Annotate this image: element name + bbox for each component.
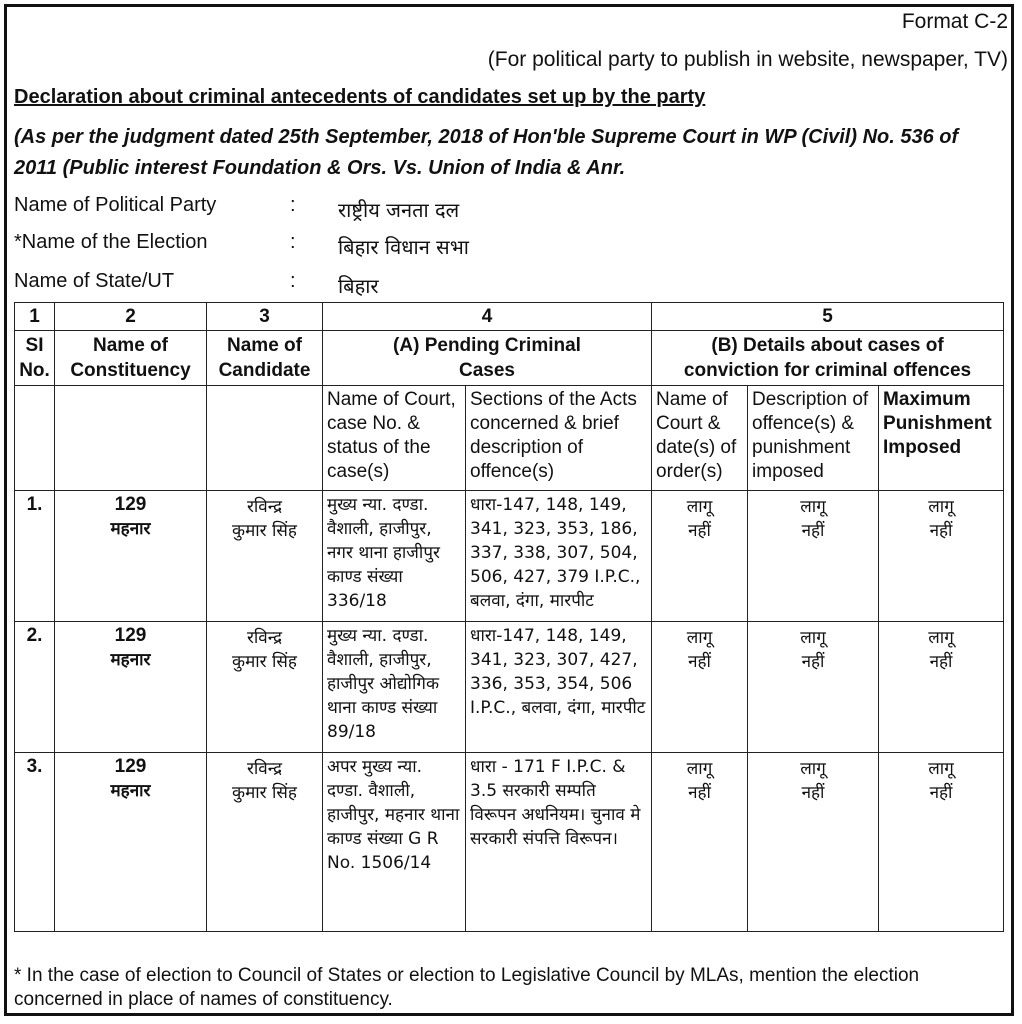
cell-court-case: मुख्य न्या. दण्डा. वैशाली, हाजीपुर, हाजीपुर ओद्योगिक थाना काण्ड संख्या 89/18 bbox=[323, 622, 466, 753]
subheader-row bbox=[15, 386, 1004, 491]
table-row bbox=[15, 753, 1004, 932]
cell-court-date: लागू नहीं bbox=[652, 491, 748, 622]
field-colon: : bbox=[290, 194, 296, 216]
declaration-title: Declaration about criminal antecedents of candidates set up by the party bbox=[14, 86, 706, 108]
judgment-line: (As per the judgment dated 25th September, 2018 of Hon'ble Supreme Court in WP (Civil) No. 536 of 2011 (Public interest Foundation & Ors. Vs. Union of India & Anr. bbox=[14, 126, 959, 179]
footnote: * In the case of election to Council of States or election to Legislative Council by MLAs, mention the election concerned in place of names of constituency. bbox=[14, 965, 920, 1010]
table-row bbox=[15, 491, 1004, 622]
field-label-state: Name of State/UT bbox=[14, 270, 175, 292]
column-number: 1 bbox=[15, 303, 55, 331]
constituency-number: 129 bbox=[114, 756, 147, 777]
cell-description: लागू नहीं bbox=[748, 622, 879, 753]
field-label-party: Name of Political Party bbox=[14, 194, 217, 216]
column-number-row bbox=[15, 303, 1004, 331]
column-number: 4 bbox=[323, 303, 652, 331]
field-value-party: राष्ट्रीय जनता दल bbox=[338, 198, 460, 222]
header-constituency: Name of Constituency bbox=[55, 331, 207, 386]
cell-description: लागू नहीं bbox=[748, 491, 879, 622]
candidates-table bbox=[14, 302, 1004, 932]
cell-sections: धारा-147, 148, 149, 341, 323, 307, 427, 336, 353, 354, 506 I.P.C., बलवा, दंगा, मारपीट bbox=[466, 622, 652, 753]
cell-sl: 2. bbox=[15, 622, 55, 753]
format-label: Format C-2 bbox=[901, 10, 1008, 33]
column-number: 2 bbox=[55, 303, 207, 331]
constituency-number: 129 bbox=[114, 494, 147, 515]
column-number: 5 bbox=[652, 303, 1004, 331]
cell-max-punishment: लागू नहीं bbox=[879, 622, 1004, 753]
constituency-name: महनार bbox=[110, 650, 151, 670]
cell-constituency bbox=[55, 491, 207, 622]
header-row bbox=[15, 331, 1004, 386]
subheader-court-date: Name of Court & date(s) of order(s) bbox=[652, 386, 748, 491]
cell-candidate: रविन्द्र कुमार सिंह bbox=[207, 622, 323, 753]
cell-max-punishment: लागू नहीं bbox=[879, 491, 1004, 622]
cell-candidate: रविन्द्र कुमार सिंह bbox=[207, 491, 323, 622]
subheader-sections: Sections of the Acts concerned & brief description of offence(s) bbox=[466, 386, 652, 491]
header-conviction-cases: (B) Details about cases of conviction for criminal offences bbox=[652, 331, 1004, 386]
cell-court-date: लागू नहीं bbox=[652, 753, 748, 932]
subheader-max-punishment: Maximum Punishment Imposed bbox=[879, 386, 1004, 491]
subheader-court-case: Name of Court, case No. & status of the case(s) bbox=[323, 386, 466, 491]
cell-sections: धारा - 171 F I.P.C. & 3.5 सरकारी सम्पति विरूपन अधनियम। चुनाव मे सरकारी संपत्ति विरूपन। bbox=[466, 753, 652, 932]
cell-sections: धारा-147, 148, 149, 341, 323, 353, 186, 337, 338, 307, 504, 506, 427, 379 I.P.C., बलवा, दंगा, मारपीट bbox=[466, 491, 652, 622]
field-colon: : bbox=[290, 231, 296, 253]
column-number: 3 bbox=[207, 303, 323, 331]
cell-sl: 1. bbox=[15, 491, 55, 622]
publish-note: (For political party to publish in website, newspaper, TV) bbox=[487, 48, 1008, 71]
header-sl-no: SI No. bbox=[15, 331, 55, 386]
subheader-description: Description of offence(s) & punishment imposed bbox=[748, 386, 879, 491]
field-value-state: बिहार bbox=[338, 274, 379, 298]
cell-court-case: अपर मुख्य न्या. दण्डा. वैशाली, हाजीपुर, महनार थाना काण्ड संख्या G R No. 1506/14 bbox=[323, 753, 466, 932]
cell-max-punishment: लागू नहीं bbox=[879, 753, 1004, 932]
field-label-election: *Name of the Election bbox=[14, 231, 208, 253]
cell-sl: 3. bbox=[15, 753, 55, 932]
cell-description: लागू नहीं bbox=[748, 753, 879, 932]
cell-court-case: मुख्य न्या. दण्डा. वैशाली, हाजीपुर, नगर थाना हाजीपुर काण्ड संख्या 336/18 bbox=[323, 491, 466, 622]
field-value-election: बिहार विधान सभा bbox=[338, 235, 469, 259]
field-colon: : bbox=[290, 270, 296, 292]
header-pending-cases: (A) Pending Criminal Cases bbox=[323, 331, 652, 386]
constituency-name: महनार bbox=[110, 781, 151, 801]
constituency-number: 129 bbox=[114, 625, 147, 646]
cell-candidate: रविन्द्र कुमार सिंह bbox=[207, 753, 323, 932]
table-row bbox=[15, 622, 1004, 753]
header-candidate: Name of Candidate bbox=[207, 331, 323, 386]
cell-constituency bbox=[55, 622, 207, 753]
cell-constituency bbox=[55, 753, 207, 932]
cell-court-date: लागू नहीं bbox=[652, 622, 748, 753]
constituency-name: महनार bbox=[110, 519, 151, 539]
